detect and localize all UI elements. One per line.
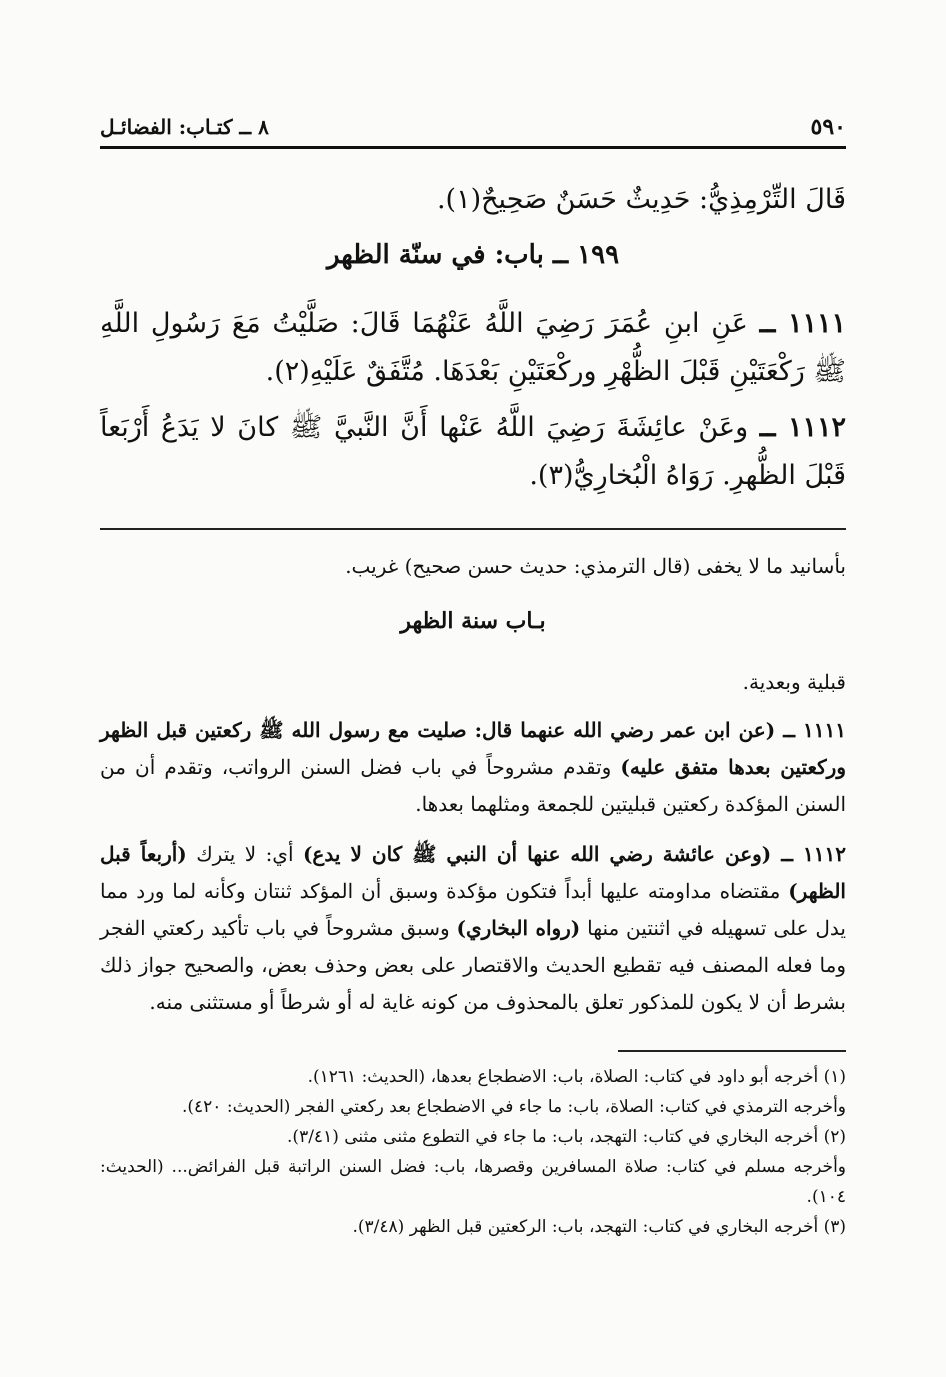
footnote-line: وأخرجه مسلم في كتاب: صلاة المسافرين وقصرها، باب: فضل السنن الراتبة قبل الفرائض... (الحديث: ١٠٤).: [100, 1157, 846, 1207]
commentary-subline: قبلية وبعدية.: [742, 670, 846, 694]
footnote-line: (٣) أخرجه البخاري في كتاب: التهجد، باب: الركعتين قبل الظهر (٣/٤٨).: [352, 1217, 846, 1237]
commentary-1111: [100, 712, 846, 823]
hadith-text: عَنِ ابنِ عُمَرَ رَضِيَ اللَّهُ عَنْهُمَا قَالَ: صَلَّيْتُ مَعَ رَسُولِ اللَّهِ ﷺ رَكْعَتَيْنِ قَبْلَ الظُّهْرِ وركْعَتَيْنِ بَعْدَهَا. مُتَّفَقٌ عَلَيْهِ(٢).: [100, 308, 846, 387]
commentary-text: مقتضاه مداومته عليها أبداً فتكون مؤكدة وسبق أن المؤكد ثنتان وكأنه لما ورد مما يدل على تسهيله في اثنتين منها: [100, 879, 846, 940]
footnote-line: (١) أخرجه أبو داود في كتاب: الصلاة، باب: الاضطجاع بعدها، (الحديث: ١٢٦١).: [307, 1067, 846, 1087]
hadith-number: ١١١٢ ــ: [759, 412, 846, 443]
tirmidhi-line: قَالَ التِّرْمِذِيُّ: حَدِيثٌ حَسَنٌ صَحِيحٌ(١).: [436, 184, 846, 215]
hadith-1112: [100, 404, 846, 500]
commentary-heading: بـاب سنة الظهر: [400, 608, 546, 634]
commentary-text: أي: لا يترك: [186, 842, 303, 866]
hadith-number: ١١١١ ــ: [759, 308, 846, 339]
commentary-text: وسبق مشروحاً في باب تأكيد ركعتي الفجر وما فعله المصنف فيه تقطيع الحديث والاقتصار على بعض وحذف بعض، والصحيح جواز ذلك بشرط أن لا يكون للمذكور تعلق بالمحذوف من كونه غاية له أو شرطاً أو مستثنى منه.: [100, 916, 846, 1014]
commentary-quote: (رواه البخاري): [456, 916, 581, 940]
commentary-quote: ١١١٢ ــ (وعن عائشة رضي الله عنها أن النبي ﷺ كان لا يدع): [302, 842, 846, 866]
footnote-line: وأخرجه الترمذي في كتاب: الصلاة، باب: ما جاء في الاضطجاع بعد ركعتي الفجر (الحديث: ٤٢٠).: [181, 1097, 846, 1117]
book-title: ٨ ــ كتـاب: الفضائـل: [100, 115, 269, 139]
page-number: ٥٩٠: [810, 114, 846, 140]
text-separator: [100, 528, 846, 530]
hadith-1111: [100, 300, 846, 396]
commentary-1112: [100, 836, 846, 1021]
footnote-line: (٢) أخرجه البخاري في كتاب: التهجد، باب: ما جاء في التطوع مثنى مثنى (٣/٤١).: [287, 1127, 846, 1147]
commentary-quote: (أربعاً قبل الظهر): [100, 842, 846, 903]
commentary-text: وتقدم مشروحاً في باب فضل السنن الرواتب، وتقدم أن من السنن المؤكدة ركعتين قبليتين للجمعة ومثلهما بعدها.: [100, 755, 846, 816]
page-header: [100, 108, 846, 149]
hadith-text: وعَنْ عائِشَةَ رَضِيَ اللَّهُ عَنْها أَنَّ النَّبيَّ ﷺ كانَ لا يَدَعُ أَرْبَعاً قَبْلَ الظُّهرِ. رَوَاهُ الْبُخارِيُّ(٣).: [100, 412, 846, 491]
footnotes: [100, 1062, 846, 1242]
chapter-heading: ١٩٩ ــ باب: في سنّة الظهر: [326, 240, 620, 270]
commentary-quote: ١١١١ ــ (عن ابن عمر رضي الله عنهما قال: صليت مع رسول الله ﷺ ركعتين قبل الظهر وركعتين بعدها متفق عليه): [100, 718, 846, 779]
commentary-intro: بأسانيد ما لا يخفى (قال الترمذي: حديث حسن صحيح) غريب.: [345, 554, 846, 578]
footnote-separator: [618, 1050, 846, 1052]
